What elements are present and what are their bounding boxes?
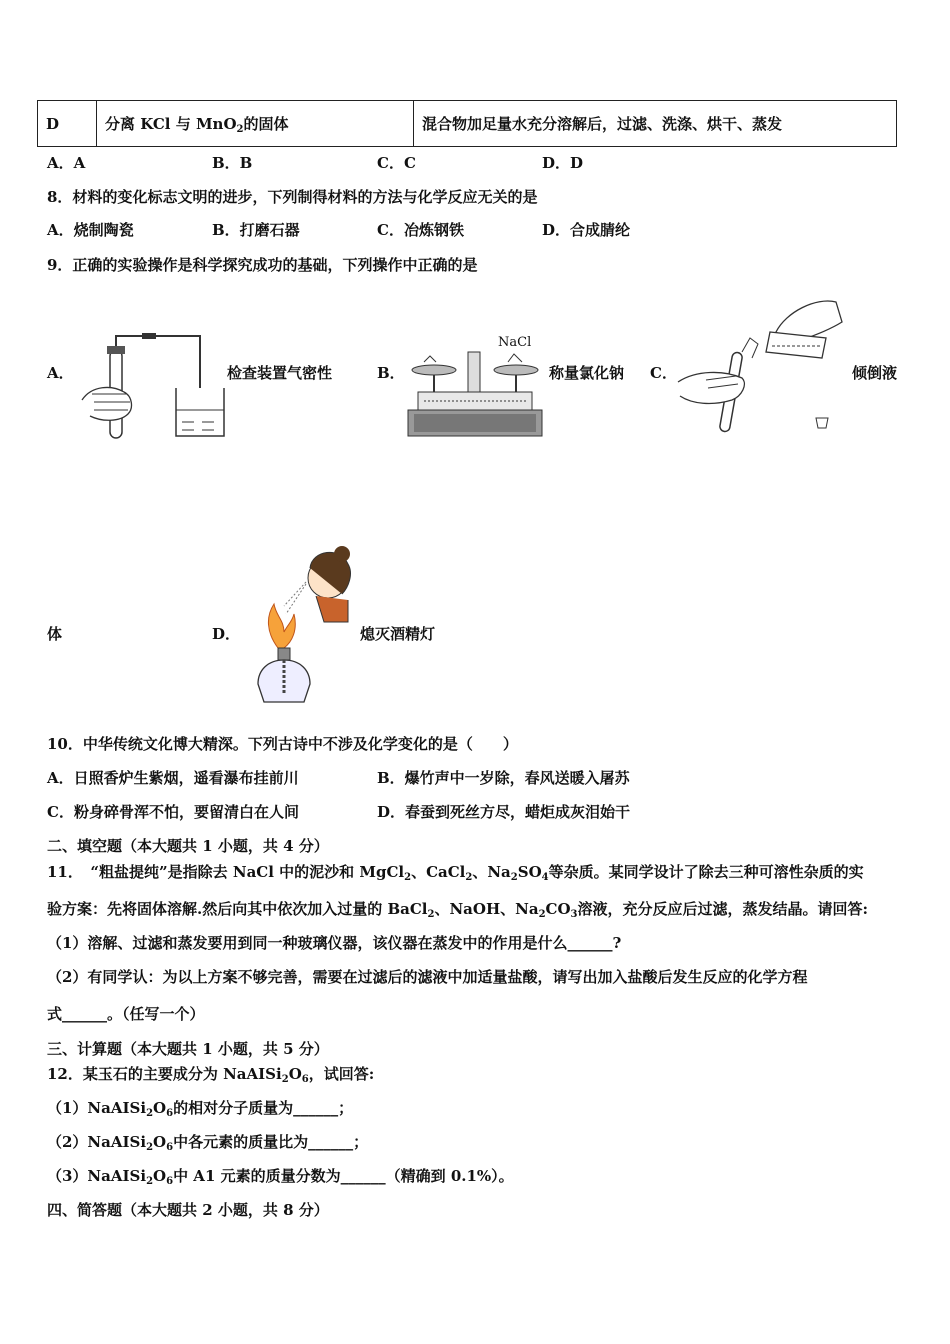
pour-liquid-figure <box>676 292 846 440</box>
q7-table <box>37 100 897 147</box>
q9-stem: 9．正确的实验操作是科学探究成功的基础，下列操作中正确的是 <box>47 256 478 274</box>
q8-option-c[interactable]: C．冶炼钢铁 <box>377 221 464 239</box>
q10-option-b[interactable]: B．爆竹声中一岁除，春风送暖入屠苏 <box>377 769 630 787</box>
q7-option-a[interactable]: A．A <box>47 154 86 172</box>
airtightness-check-figure <box>72 330 232 445</box>
row-label: D <box>38 101 97 147</box>
task-cell: 分离 KCl 与 MnO$_2$的固体 <box>97 101 414 147</box>
q9-option-b-label: 称量氯化钠 <box>549 364 625 382</box>
q11-line-2: 验方案：先将固体溶解.然后向其中依次加入过量的 BaCl$_2$、NaOH、$Na_2CO_3$溶液，充分反应后过滤，蒸发结晶。请回答: <box>47 900 869 920</box>
balance-figure <box>404 348 544 440</box>
alcohol-lamp-figure <box>244 544 359 709</box>
method-cell: 混合物加足量水充分溶解后，过滤、洗涤、烘干、蒸发 <box>414 101 897 147</box>
q9-option-a-label: 检查装置气密性 <box>227 364 333 382</box>
q9-option-b-letter[interactable]: B． <box>377 364 405 382</box>
section-4-heading: 四、简答题（本大题共 2 小题，共 8 分） <box>47 1201 329 1219</box>
q9-option-a-letter[interactable]: A． <box>47 364 74 382</box>
q10-option-d[interactable]: D．春蚕到死丝方尽，蜡炬成灰泪始干 <box>377 803 631 821</box>
q9-option-d-letter[interactable]: D． <box>212 625 241 643</box>
table-row <box>38 101 897 147</box>
nacl-label: NaCl <box>498 335 532 350</box>
q12-part-3: $(3)NaAISi_2O_6$中 A1 元素的质量分数为______（精确到 0.1%）。 <box>47 1167 514 1187</box>
q8-stem: 8．材料的变化标志文明的进步，下列制得材料的方法与化学反应无关的是 <box>47 188 538 206</box>
q10-stem: 10．中华传统文化博大精深。下列古诗中不涉及化学变化的是（ ） <box>47 735 518 753</box>
q12-stem: 12．某玉石的主要成分为 $NaAISi_2O_6$，试回答: <box>47 1065 375 1085</box>
q10-option-c[interactable]: C．粉身碎骨浑不怕，要留清白在人间 <box>47 803 299 821</box>
q9-option-c-label-part2: 体 <box>47 625 63 643</box>
q11-part-2-line-1: （2）有同学认：为以上方案不够完善，需要在过滤后的滤液中加适量盐酸，请写出加入盐酸后发生反应的化学方程 <box>47 968 808 986</box>
q8-option-a[interactable]: A．烧制陶瓷 <box>47 221 134 239</box>
q8-option-b[interactable]: B．打磨石器 <box>212 221 300 239</box>
section-3-heading: 三、计算题（本大题共 1 小题，共 5 分） <box>47 1040 329 1058</box>
section-2-heading: 二、填空题（本大题共 1 小题，共 4 分） <box>47 837 329 855</box>
q11-part-1: （1）溶解、过滤和蒸发要用到同一种玻璃仪器，该仪器在蒸发中的作用是什么______? <box>47 934 622 952</box>
q11-line-1: 11． “粗盐提纯”是指除去 NaCl 中的泥沙和 MgCl$_2$、CaCl$_2$、$Na_2SO_4$等杂质。某同学设计了除去三种可溶性杂质的实 <box>47 863 864 883</box>
q9-option-c-label-part1: 倾倒液 <box>852 364 898 382</box>
q8-option-d[interactable]: D．合成腈纶 <box>542 221 631 239</box>
q12-part-2: $(2)NaAISi_2O_6$中各元素的质量比为______； <box>47 1133 369 1153</box>
q9-option-c-letter[interactable]: C． <box>650 364 677 382</box>
q7-option-c[interactable]: C．C <box>377 154 416 172</box>
q7-option-b[interactable]: B．B <box>212 154 253 172</box>
q10-option-a[interactable]: A．日照香炉生紫烟，遥看瀑布挂前川 <box>47 769 299 787</box>
q9-option-d-label: 熄灭酒精灯 <box>360 625 436 643</box>
q11-part-2-line-2: 式______。（任写一个） <box>47 1005 205 1023</box>
q7-option-d[interactable]: D．D <box>542 154 584 172</box>
q12-part-1: $(1)NaAISi_2O_6$的相对分子质量为______； <box>47 1099 354 1119</box>
